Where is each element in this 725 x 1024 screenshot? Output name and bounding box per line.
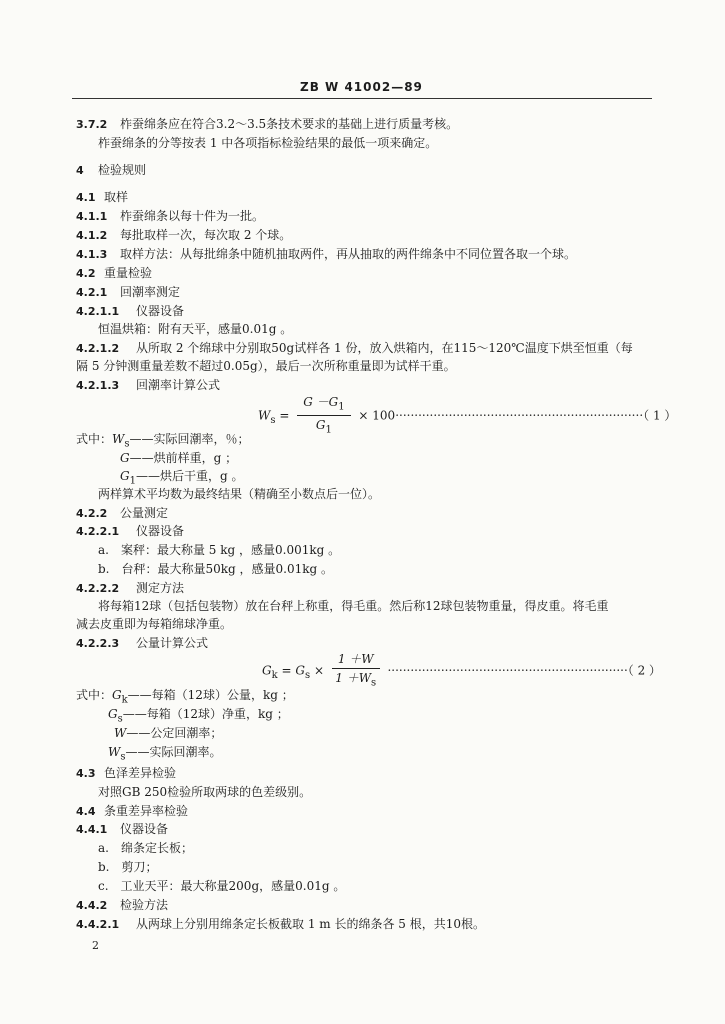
formula-mid-sub: s [304, 669, 311, 681]
formula-denominator-sub: 1 [325, 424, 332, 436]
clause-4-1-3 [76, 247, 576, 261]
page-number: 2 [92, 939, 99, 952]
clause-4-4-1 [76, 822, 168, 836]
clause-4-2-1-3 [76, 378, 220, 392]
where-symbol: W [112, 432, 125, 446]
where-symbol-sub: s [120, 751, 126, 763]
clause-4-4-2 [76, 898, 168, 912]
where-line [120, 451, 237, 469]
clause-text: 两样算术平均数为最终结果（精确至小数点后一位）。 [98, 487, 381, 501]
clause-text: a. 绵条定长板； [98, 841, 193, 855]
where-symbol: G [120, 451, 130, 465]
formula-lhs-sub: k [271, 669, 278, 681]
clause-4-2-2-2 [76, 581, 184, 595]
clause-number: 4 [76, 164, 84, 177]
clause-text: 色泽差异检验 [104, 766, 177, 780]
clause-number: 4.2 [76, 267, 96, 280]
clause-number: 4.1.2 [76, 229, 108, 242]
clause-text: b. 剪刀； [98, 860, 158, 874]
item-c [98, 879, 345, 893]
formula-mid: G [295, 663, 305, 678]
where-description: ——实际回潮率，％； [129, 432, 250, 446]
clause-text: 对照GB 250检验所取两球的色差级别。 [98, 785, 312, 799]
clause-4-2-2-3 [76, 636, 208, 650]
clause-4-3-cont [98, 785, 311, 799]
clause-4-4-2-1 [76, 917, 485, 931]
where-line [76, 688, 294, 706]
where-symbol-sub: s [117, 713, 123, 725]
clause-3-7-2 [76, 117, 458, 131]
formula-leader-dots: ································································· [395, 408, 644, 423]
formula-denominator: G [315, 418, 326, 433]
where-symbol: G [112, 688, 122, 702]
formula-lhs-sub: s [270, 414, 276, 426]
clause-number: 4.1.1 [76, 210, 108, 223]
clause-text: 柞蚕绵条的分等按表 1 中各项指标检验结果的最低一项来确定。 [98, 136, 438, 150]
clause-4-2-2-1 [76, 524, 184, 538]
formula-denominator-sub: s [371, 677, 377, 689]
clause-text: 取样 [104, 190, 129, 204]
clause-text: 公量测定 [120, 506, 169, 520]
where-line [120, 469, 243, 487]
clause-number: 4.2.1.3 [76, 379, 120, 392]
clause-text: 将每箱12球（包括包装物）放在台秤上称重，得毛重。然后称12球包装物重量，得皮重。将毛重 [98, 599, 609, 613]
clause-number: 4.2.1.1 [76, 305, 120, 318]
clause-text: 回潮率测定 [120, 285, 181, 299]
formula-fraction [332, 652, 380, 690]
clause-text: 仪器设备 [136, 304, 185, 318]
clause-text: 检验规则 [98, 163, 147, 177]
clause-4-3 [76, 766, 176, 780]
clause-4-2-1-2-cont [76, 359, 456, 373]
where-description: ——公定回潮率； [126, 726, 223, 740]
average-note [98, 487, 380, 501]
item-b [98, 860, 158, 874]
clause-4-1-1 [76, 209, 264, 223]
header-rule [72, 98, 652, 99]
where-line [114, 726, 222, 744]
clause-text: 取样方法：从每批绵条中随机抽取两件，再从抽取的两件绵条中不同位置各取一个球。 [120, 247, 577, 261]
formula-number: （ 2 ） [627, 663, 662, 678]
where-description: ——烘前样重，g ； [129, 451, 238, 465]
clause-number: 4.2.2 [76, 507, 108, 520]
clause-text: c. 工业天平：最大称量200g，感量0.01g 。 [98, 879, 346, 893]
clause-number: 4.1 [76, 191, 96, 204]
clause-text: 测定方法 [136, 581, 185, 595]
method-text-cont [76, 617, 232, 631]
formula-number: （ 1 ） [643, 408, 677, 423]
clause-4-2-2 [76, 506, 168, 520]
clause-text: 仪器设备 [120, 822, 169, 836]
where-prefix: 式中： [76, 688, 113, 702]
clause-text: b. 台秤：最大称量50kg ，感量0.01kg 。 [98, 562, 334, 576]
item-b [98, 562, 333, 576]
clause-text: 仪器设备 [136, 524, 185, 538]
where-description: ——每箱（12球）公量，kg ； [127, 688, 294, 702]
section-4-heading [76, 163, 146, 177]
clause-number: 4.2.1.2 [76, 342, 120, 355]
where-line [108, 745, 222, 763]
clause-4-4 [76, 804, 188, 818]
where-description: ——实际回潮率。 [125, 745, 222, 759]
clause-text: 每批取样一次，每次取 2 个球。 [120, 228, 292, 242]
where-symbol: G [108, 707, 118, 721]
formula-conditioned-weight [262, 652, 661, 690]
formula-denominator: 1 ＋W [335, 671, 372, 686]
where-description: ——每箱（12球）净重，kg ； [122, 707, 289, 721]
formula-numerator-sub: 1 [338, 401, 345, 413]
formula-tail: × 100 [358, 408, 396, 423]
formula-lhs: W [258, 408, 271, 423]
clause-text: 减去皮重即为每箱绵球净重。 [76, 617, 233, 631]
method-text [98, 599, 609, 613]
where-symbol-sub: k [121, 694, 128, 706]
formula-fraction [297, 395, 350, 437]
clause-4-2-1 [76, 285, 180, 299]
clause-text: 从两球上分别用绵条定长板截取 1 m 长的绵条各 5 根，共10根。 [136, 917, 485, 931]
clause-text: 恒温烘箱：附有天平，感量0.01g 。 [98, 322, 293, 336]
clause-text: 公量计算公式 [136, 636, 209, 650]
clause-3-7-2-cont [98, 136, 437, 150]
formula-eq: = [281, 663, 292, 678]
formula-leader-dots: ······························································· [387, 663, 628, 678]
clause-number: 4.4.2.1 [76, 918, 120, 931]
clause-4-2-1-1-cont [98, 322, 292, 336]
where-symbol-sub: 1 [129, 475, 136, 487]
clause-4-2-1-2 [76, 341, 633, 355]
clause-4-1 [76, 190, 128, 204]
clause-4-1-2 [76, 228, 291, 242]
clause-number: 4.4.1 [76, 823, 108, 836]
clause-number: 4.4 [76, 805, 96, 818]
formula-times: × [313, 663, 324, 678]
clause-number: 4.2.2.3 [76, 637, 120, 650]
clause-text: 隔 5 分钟测重量差数不超过0.05g），最后一次所称重量即为试样干重。 [76, 359, 456, 373]
clause-number: 4.4.2 [76, 899, 108, 912]
where-symbol: G [120, 469, 130, 483]
where-description: ——烘后干重，g 。 [135, 469, 244, 483]
where-symbol: W [114, 726, 127, 740]
where-line [108, 707, 289, 725]
clause-text: 重量检验 [104, 266, 153, 280]
clause-text: 从所取 2 个绵球中分别取50g试样各 1 份，放入烘箱内，在115～120℃温度下烘至恒重（每 [136, 341, 633, 355]
formula-numerator: G －G [303, 395, 339, 409]
where-symbol: W [108, 745, 121, 759]
formula-moisture-regain [258, 395, 676, 437]
clause-number: 4.1.3 [76, 248, 108, 261]
item-a [98, 543, 340, 557]
clause-4-2-1-1 [76, 304, 184, 318]
clause-text: 柞蚕绵条以每十件为一批。 [120, 209, 265, 223]
item-a [98, 841, 193, 855]
formula-lhs: G [262, 663, 272, 678]
clause-number: 4.2.2.2 [76, 582, 120, 595]
formula-numerator: 1 ＋W [337, 652, 374, 666]
standard-code-header: ZB W 41002—89 [300, 80, 423, 94]
clause-number: 3.7.2 [76, 118, 108, 131]
where-line [76, 432, 250, 450]
clause-text: 条重差异率检验 [104, 804, 189, 818]
clause-text: 柞蚕绵条应在符合3.2～3.5条技术要求的基础上进行质量考核。 [120, 117, 459, 131]
formula-eq: = [279, 408, 290, 423]
where-symbol-sub: s [124, 438, 130, 450]
clause-number: 4.3 [76, 767, 96, 780]
clause-number: 4.2.1 [76, 286, 108, 299]
clause-4-2 [76, 266, 152, 280]
where-prefix: 式中： [76, 432, 113, 446]
clause-number: 4.2.2.1 [76, 525, 120, 538]
clause-text: 回潮率计算公式 [136, 378, 221, 392]
clause-text: 检验方法 [120, 898, 169, 912]
clause-text: a. 案秤：最大称量 5 kg ，感量0.001kg 。 [98, 543, 341, 557]
